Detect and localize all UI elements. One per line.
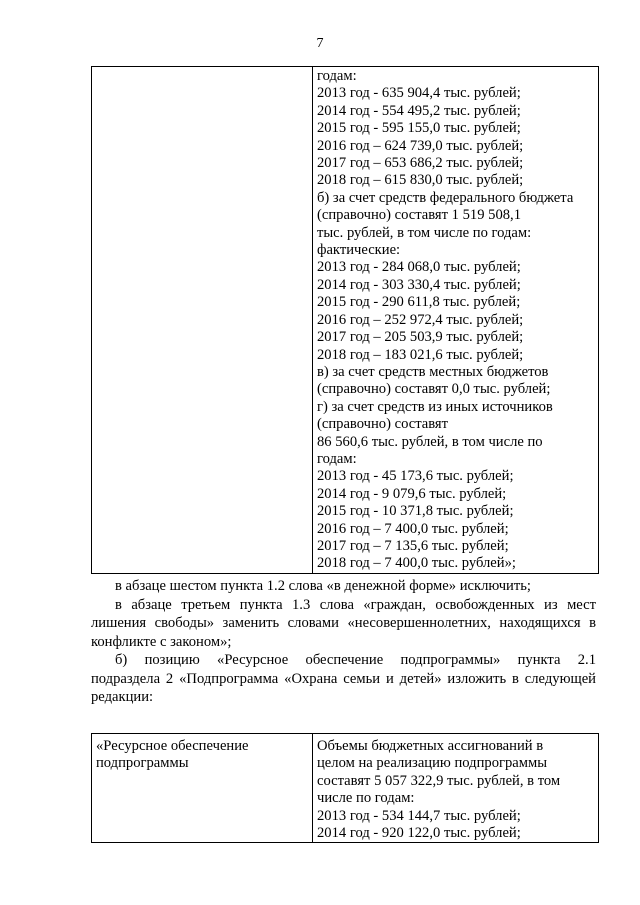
cell-line: 2015 год - 10 371,8 тыс. рублей; (317, 503, 514, 520)
cell-line: 2015 год - 290 611,8 тыс. рублей; (317, 294, 521, 311)
cell-line: б) за счет средств федерального бюджета (317, 189, 574, 206)
paragraph-b-line: редакции: (91, 689, 154, 705)
cell-text (313, 734, 598, 842)
cell-line: «Ресурсное обеспечение (96, 738, 249, 754)
cell-line: целом на реализацию подпрограммы (317, 755, 548, 772)
cell-line: фактические: (317, 242, 401, 259)
resource-table-continued (91, 66, 599, 574)
cell-line: 2013 год - 284 068,0 тыс. рублей; (317, 259, 521, 276)
cell-line: 2015 год - 595 155,0 тыс. рублей; (317, 120, 521, 137)
cell-line: 2018 год – 7 400,0 тыс. рублей»; (317, 555, 516, 572)
cell-line: Объемы бюджетных ассигнований в (317, 738, 544, 754)
paragraph-b-line: б) позицию «Ресурсное обеспечение подпрограммы» пункта 2.1 (115, 652, 596, 668)
cell-line: 86 560,6 тыс. рублей, в том числе по (317, 433, 543, 450)
cell-text (92, 67, 312, 68)
table-cell-label (92, 734, 313, 843)
paragraph-b-line: подраздела 2 «Подпрограмма «Охрана семьи и детей» изложить в следующей (91, 670, 596, 687)
table-row (92, 734, 599, 843)
cell-line: в) за счет средств местных бюджетов (317, 363, 549, 380)
table-cell-value (313, 734, 599, 843)
cell-line: 2018 год – 615 830,0 тыс. рублей; (317, 172, 524, 189)
cell-line: (справочно) составят 0,0 тыс. рублей; (317, 381, 551, 398)
table-row (92, 67, 599, 574)
paragraph-item-1-3-line: лишения свободы» заменить словами «несовершеннолетних, находящихся в (91, 615, 596, 631)
cell-line: 2017 год – 205 503,9 тыс. рублей; (317, 329, 524, 346)
cell-line: годам: (317, 68, 357, 84)
amendment-text (91, 577, 596, 707)
table-cell-label (92, 67, 313, 574)
paragraph-item-1-2: в абзаце шестом пункта 1.2 слова «в денежной форме» исключить; (115, 578, 531, 594)
cell-line: 2014 год - 9 079,6 тыс. рублей; (317, 485, 507, 502)
cell-line: числе по годам: (317, 790, 415, 807)
cell-line: (справочно) составят (317, 416, 449, 433)
cell-line: 2013 год - 534 144,7 тыс. рублей; (317, 807, 521, 824)
cell-text (313, 67, 598, 573)
cell-line: 2017 год – 653 686,2 тыс. рублей; (317, 155, 524, 172)
cell-line: 2017 год – 7 135,6 тыс. рублей; (317, 537, 509, 554)
cell-line: 2013 год - 635 904,4 тыс. рублей; (317, 85, 521, 102)
cell-line: 2018 год – 183 021,6 тыс. рублей; (317, 346, 524, 363)
cell-line: (справочно) составят 1 519 508,1 (317, 207, 521, 224)
paragraph-item-1-3-line: в абзаце третьем пункта 1.3 слова «граждан, освобожденных из мест (115, 596, 596, 613)
paragraph-item-1-3-line: конфликте с законом»; (91, 633, 232, 650)
cell-line: подпрограммы (96, 755, 189, 772)
cell-line: составят 5 057 322,9 тыс. рублей, в том (317, 772, 561, 789)
cell-line: г) за счет средств из иных источников (317, 398, 553, 415)
cell-line: 2014 год - 920 122,0 тыс. рублей; (317, 825, 521, 842)
cell-line: 2016 год – 252 972,4 тыс. рублей; (317, 311, 524, 328)
table-cell-value (313, 67, 599, 574)
cell-line: 2014 год - 303 330,4 тыс. рублей; (317, 276, 521, 293)
cell-line: годам: (317, 450, 357, 467)
cell-line: тыс. рублей, в том числе по годам: (317, 224, 532, 241)
resource-table-new (91, 733, 599, 843)
cell-line: 2014 год - 554 495,2 тыс. рублей; (317, 102, 521, 119)
cell-line: 2016 год – 624 739,0 тыс. рублей; (317, 137, 524, 154)
cell-line: 2016 год – 7 400,0 тыс. рублей; (317, 520, 509, 537)
cell-line: 2013 год - 45 173,6 тыс. рублей; (317, 468, 514, 485)
page-number: 7 (316, 36, 324, 51)
cell-text (92, 734, 312, 773)
